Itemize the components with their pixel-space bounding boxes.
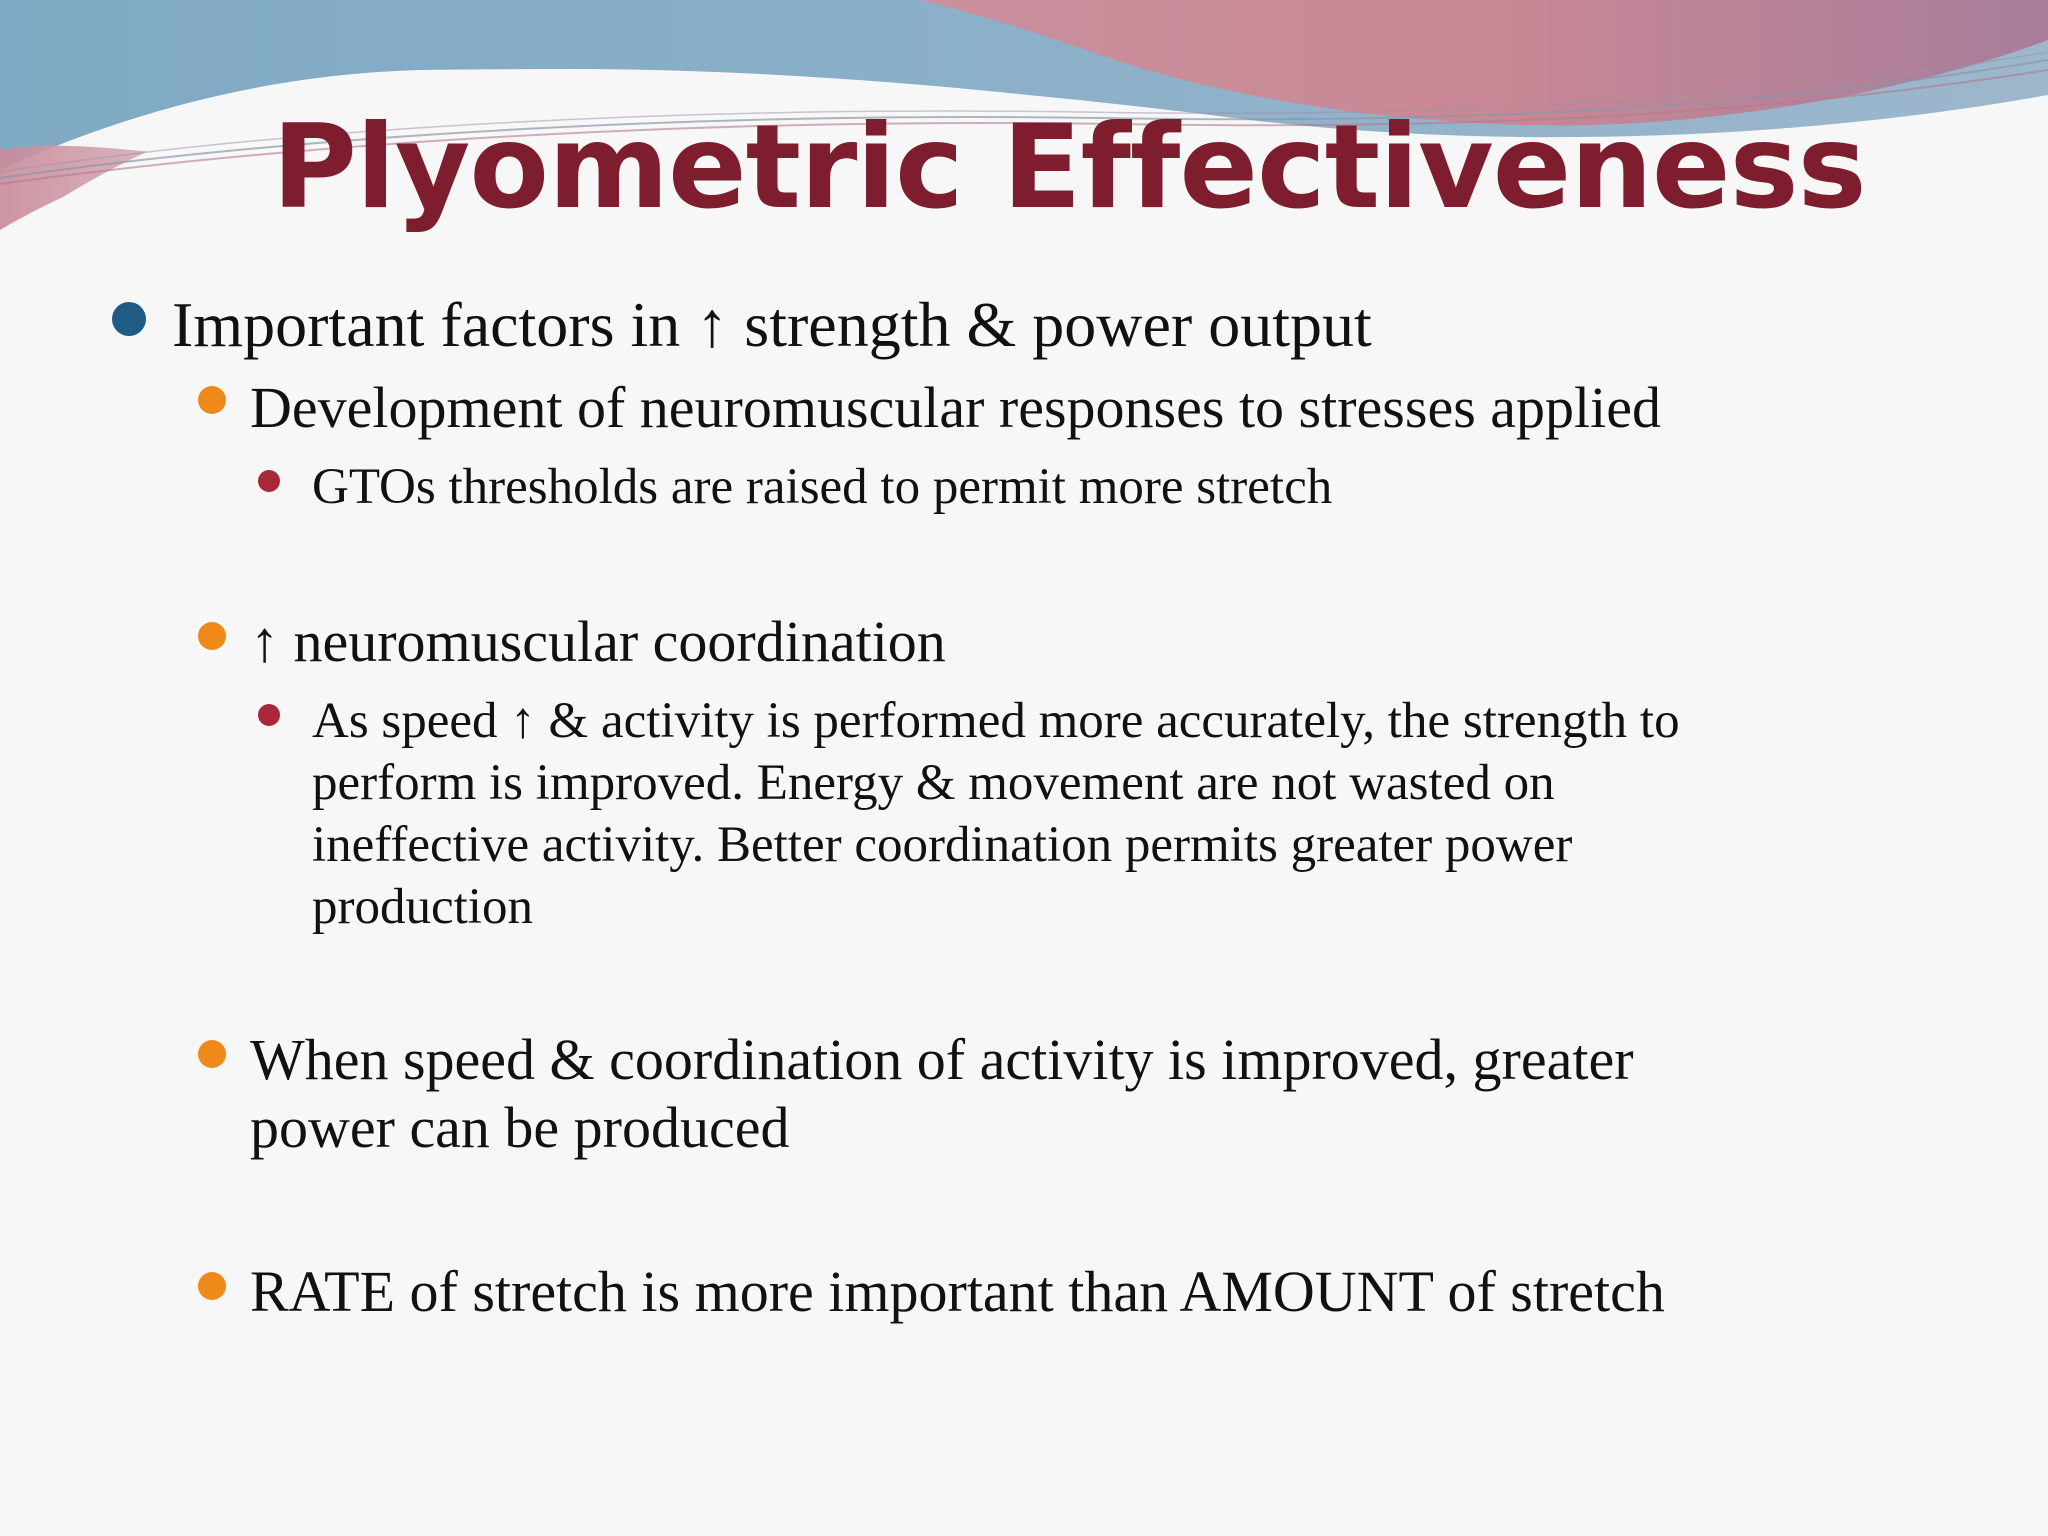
bullet-sub3 bbox=[198, 1026, 2018, 1166]
bullet-dot-level2 bbox=[198, 386, 226, 414]
bullet-sub1-detail bbox=[258, 456, 2018, 518]
bullet-sub4 bbox=[198, 1258, 2018, 1326]
bullet-sub2-detail-line4: production bbox=[312, 879, 533, 935]
bullet-sub2 bbox=[198, 608, 2018, 676]
bullet-dot-level2 bbox=[198, 1040, 226, 1068]
bullet-dot-level1 bbox=[112, 302, 146, 336]
bullet-sub3-line2: power can be produced bbox=[250, 1095, 790, 1160]
bullet-main bbox=[112, 290, 2012, 362]
slide-title: Plyometric Effectiveness bbox=[272, 100, 1866, 235]
bullet-sub2-detail bbox=[258, 690, 2018, 938]
bullet-sub1-detail-text: GTOs thresholds are raised to permit more stretch bbox=[312, 459, 1333, 515]
bullet-sub2-detail-line1: As speed ↑ & activity is performed more accurately, the strength to bbox=[312, 693, 1680, 749]
bullet-sub2-text: ↑ neuromuscular coordination bbox=[250, 609, 946, 674]
bullet-sub2-detail-line3: ineffective activity. Better coordination permits greater power bbox=[312, 817, 1573, 873]
bullet-sub4-text: RATE of stretch is more important than AMOUNT of stretch bbox=[250, 1259, 1665, 1324]
bullet-dot-level2 bbox=[198, 622, 226, 650]
bullet-dot-level2 bbox=[198, 1272, 226, 1300]
bullet-main-text: Important factors in ↑ strength & power output bbox=[172, 289, 1372, 360]
bullet-sub1 bbox=[198, 374, 2018, 442]
bullet-sub3-line1: When speed & coordination of activity is improved, greater bbox=[250, 1027, 1634, 1092]
bullet-sub2-detail-line2: perform is improved. Energy & movement are not wasted on bbox=[312, 755, 1555, 811]
bullet-sub1-text: Development of neuromuscular responses to stresses applied bbox=[250, 375, 1661, 440]
bullet-dot-level3 bbox=[258, 470, 280, 492]
bullet-dot-level3 bbox=[258, 704, 280, 726]
